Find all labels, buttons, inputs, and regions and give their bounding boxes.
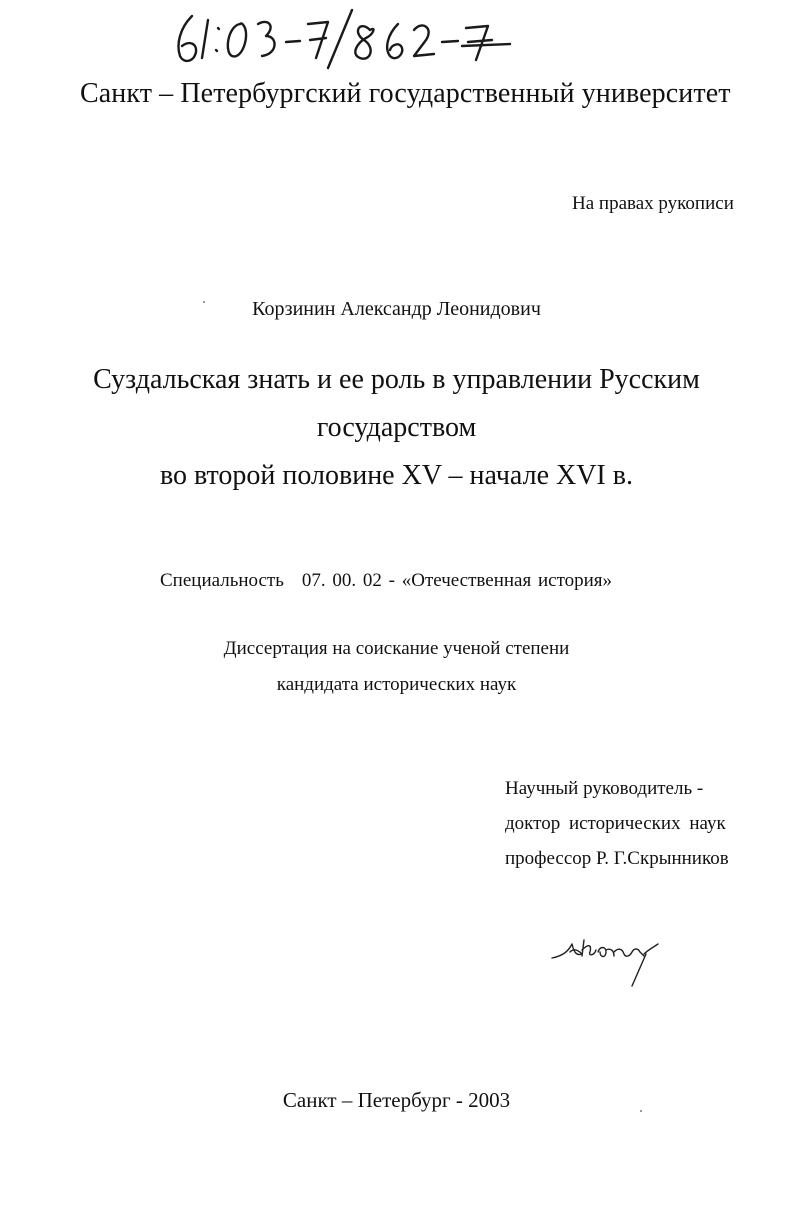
author-name: Корзинин Александр Леонидович [252,298,541,320]
specialty-label: Специальность [160,570,284,591]
university-name: Санкт – Петербургский государственный университет [80,78,731,109]
dissertation-line-2: кандидата исторических наук [276,674,517,695]
specialty-code: 07. 00. 02 - [301,570,395,591]
supervisor-line-1: Научный руководитель - [505,778,704,799]
thesis-title-line-3: во второй половине XV – начале XVI в. [160,460,633,491]
city-and-year: Санкт – Петербург - 2003 [282,1088,511,1112]
handwritten-catalog-number [170,6,515,72]
handwritten-signature [548,930,668,990]
dissertation-line-1: Диссертация на соискание ученой степени [223,638,570,659]
supervisor-line-3: профессор Р. Г.Скрынников [505,848,729,869]
specialty-line [160,570,612,592]
supervisor-line-2: доктор исторических наук [505,813,726,834]
rights-notice: На правах рукописи [572,193,734,214]
thesis-title-line-2: государством [316,412,477,443]
scan-speck [640,1110,642,1112]
thesis-title-line-1: Суздальская знать и ее роль в управлении Русским [93,364,700,395]
specialty-name: «Отечественная история» [401,570,613,591]
